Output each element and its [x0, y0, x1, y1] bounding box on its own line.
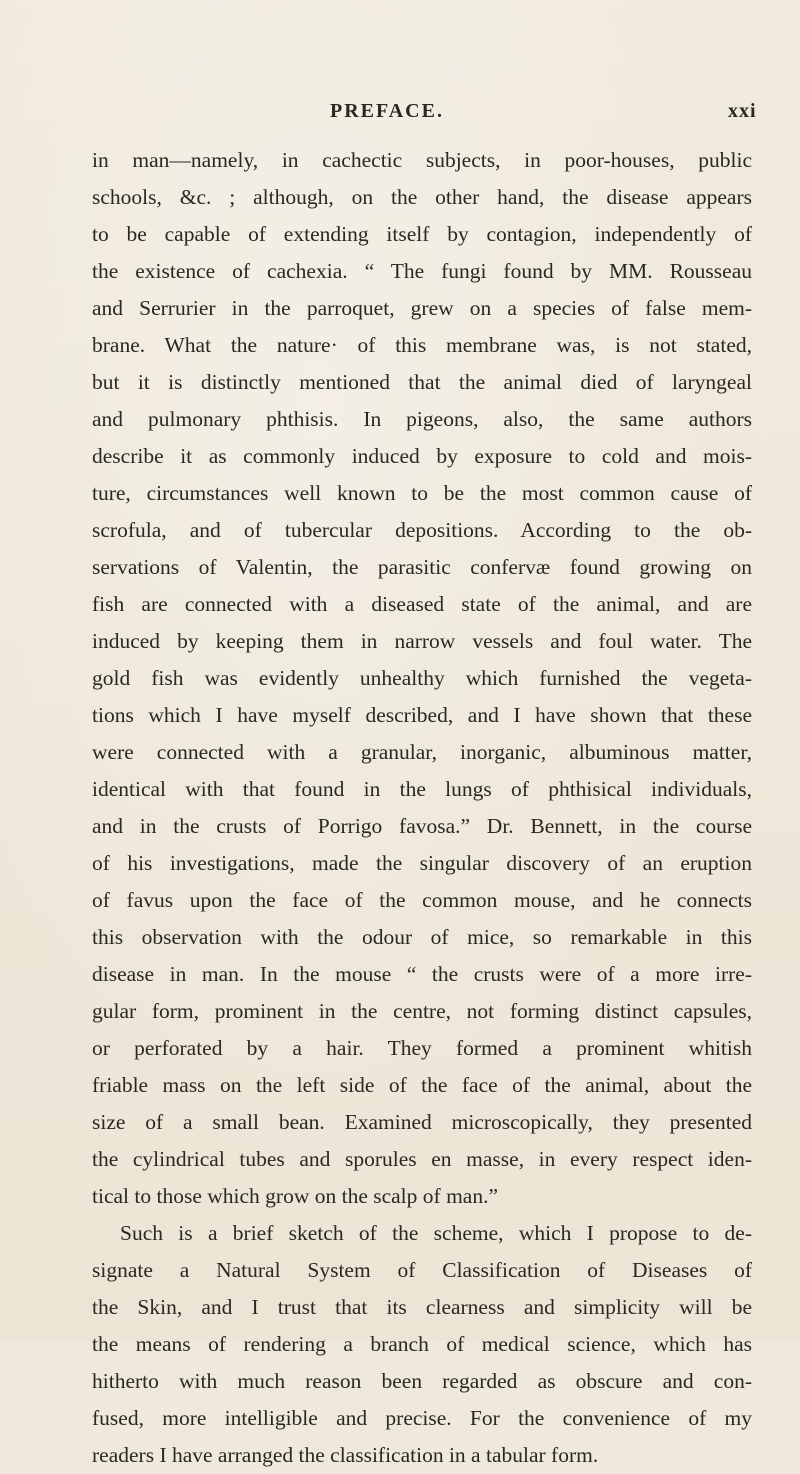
text-line: gular form, prominent in the centre, not forming distinct capsules,: [92, 999, 752, 1023]
text-line: signate a Natural System of Classification of Diseases of: [92, 1258, 752, 1282]
text-line: or perforated by a hair. They formed a prominent whitish: [92, 1036, 752, 1060]
text-line: fused, more intelligible and precise. For the convenience of my: [92, 1406, 752, 1430]
text-line: in man—namely, in cachectic subjects, in poor-houses, public: [92, 148, 752, 172]
text-line: the cylindrical tubes and sporules en masse, in every respect iden-: [92, 1147, 752, 1171]
text-line: the existence of cachexia. “ The fungi found by MM. Rousseau: [92, 259, 752, 283]
text-line: but it is distinctly mentioned that the animal died of laryngeal: [92, 370, 752, 394]
text-line-paragraph-start: Such is a brief sketch of the scheme, which I propose to de-: [120, 1221, 752, 1245]
text-line: hitherto with much reason been regarded as obscure and con-: [92, 1369, 752, 1393]
text-line: disease in man. In the mouse “ the crusts were of a more irre-: [92, 962, 752, 986]
text-line: tions which I have myself described, and I have shown that these: [92, 703, 752, 727]
page-header: [0, 100, 800, 130]
text-line: and pulmonary phthisis. In pigeons, also, the same authors: [92, 407, 752, 431]
text-line: and in the crusts of Porrigo favosa.” Dr. Bennett, in the course: [92, 814, 752, 838]
text-line: of his investigations, made the singular discovery of an eruption: [92, 851, 752, 875]
text-line: friable mass on the left side of the face of the animal, about the: [92, 1073, 752, 1097]
text-line: brane. What the nature· of this membrane was, is not stated,: [92, 333, 752, 357]
text-line: fish are connected with a diseased state of the animal, and are: [92, 592, 752, 616]
text-line: were connected with a granular, inorganic, albuminous matter,: [92, 740, 752, 764]
text-line: size of a small bean. Examined microscopically, they presented: [92, 1110, 752, 1134]
text-line-paragraph-end: readers I have arranged the classification in a tabular form.: [92, 1443, 599, 1467]
text-line: and Serrurier in the parroquet, grew on a species of false mem-: [92, 296, 752, 320]
text-line: induced by keeping them in narrow vessels and foul water. The: [92, 629, 752, 653]
text-line: servations of Valentin, the parasitic confervæ found growing on: [92, 555, 752, 579]
text-line: scrofula, and of tubercular depositions. According to the ob-: [92, 518, 752, 542]
text-line: to be capable of extending itself by contagion, independently of: [92, 222, 752, 246]
running-head: PREFACE.: [330, 100, 444, 122]
text-line: identical with that found in the lungs of phthisical individuals,: [92, 777, 752, 801]
body-text: [92, 142, 752, 1474]
text-line: ture, circumstances well known to be the most common cause of: [92, 481, 752, 505]
page-number: xxi: [728, 100, 757, 122]
text-line: describe it as commonly induced by exposure to cold and mois-: [92, 444, 752, 468]
text-line: the Skin, and I trust that its clearness and simplicity will be: [92, 1295, 752, 1319]
text-line: of favus upon the face of the common mouse, and he connects: [92, 888, 752, 912]
text-line: gold fish was evidently unhealthy which furnished the vegeta-: [92, 666, 752, 690]
text-line: this observation with the odour of mice, so remarkable in this: [92, 925, 752, 949]
text-line: the means of rendering a branch of medical science, which has: [92, 1332, 752, 1356]
text-line: schools, &c. ; although, on the other hand, the disease appears: [92, 185, 752, 209]
text-line-paragraph-end: tical to those which grow on the scalp of man.”: [92, 1184, 499, 1208]
